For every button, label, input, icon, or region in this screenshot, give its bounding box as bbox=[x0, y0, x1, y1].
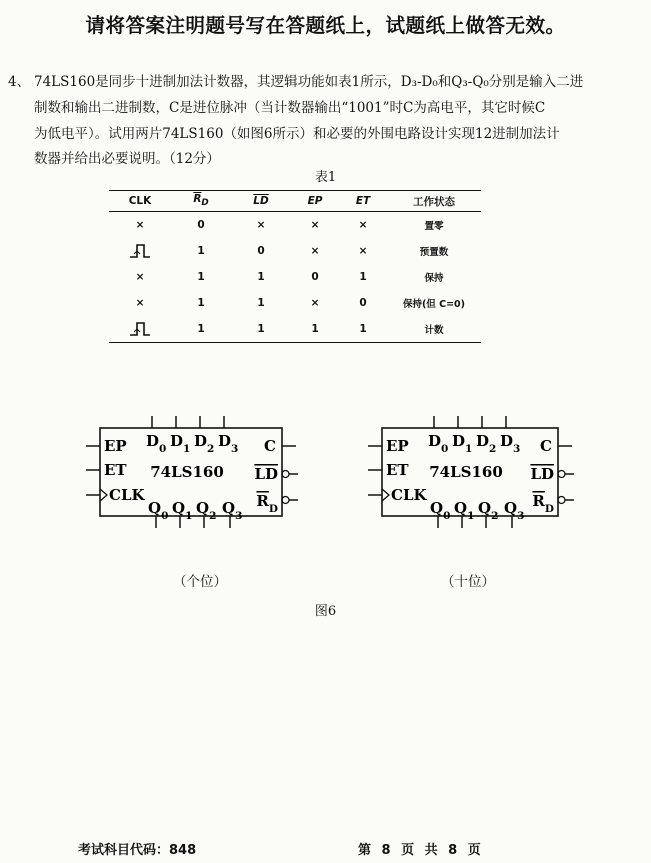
label-d1: $D_1$ bbox=[452, 432, 473, 455]
caption-tens: （十位） bbox=[441, 574, 495, 590]
figure-6-chips bbox=[0, 400, 651, 550]
table-row bbox=[109, 316, 481, 343]
truth-table bbox=[109, 190, 481, 343]
cell-rd: 1 bbox=[197, 297, 205, 309]
cell-ep: 0 bbox=[311, 271, 319, 283]
rising-pulse-icon bbox=[129, 321, 151, 337]
label-d0: $D_0$ bbox=[146, 432, 167, 455]
cell-et: × bbox=[358, 219, 368, 231]
cell-clk: × bbox=[135, 297, 145, 309]
cell-rd: 1 bbox=[197, 245, 205, 257]
table-row bbox=[109, 238, 481, 264]
label-q1: $Q_1$ bbox=[172, 499, 193, 522]
label-ld: LD bbox=[530, 465, 554, 483]
ld-inversion-bubble bbox=[558, 471, 565, 478]
cell-clk bbox=[109, 316, 171, 343]
page-number: 第 8 页 共 8 页 bbox=[358, 843, 481, 858]
cell-state: 置零 bbox=[424, 221, 444, 232]
label-d0: $D_0$ bbox=[428, 432, 449, 455]
label-c: C bbox=[540, 437, 552, 455]
clock-edge-icon bbox=[100, 489, 107, 501]
cell-et: 1 bbox=[359, 271, 367, 283]
exam-instruction-header: 请将答案注明题号写在答题纸上，试题纸上做答无效。 bbox=[85, 14, 566, 37]
cell-et: × bbox=[358, 245, 368, 257]
cell-state: 保持 bbox=[424, 273, 444, 284]
cell-et: 1 bbox=[339, 316, 387, 343]
table-caption: 表1 bbox=[314, 170, 337, 185]
rd-inversion-bubble bbox=[282, 497, 289, 504]
rd-inversion-bubble bbox=[558, 497, 565, 504]
header-et: ET bbox=[339, 191, 387, 212]
header-ld: $\overline{LD}$ bbox=[231, 191, 291, 212]
label-ep: EP bbox=[104, 437, 127, 455]
cell-ep: × bbox=[310, 297, 320, 309]
cell-ld: × bbox=[256, 219, 266, 231]
label-d3: $D_3$ bbox=[500, 432, 521, 455]
ld-inversion-bubble bbox=[282, 471, 289, 478]
rising-pulse-icon bbox=[129, 243, 151, 259]
cell-clk bbox=[109, 238, 171, 264]
cell-rd: 1 bbox=[197, 271, 205, 283]
label-ep: EP bbox=[386, 437, 409, 455]
cell-ep: × bbox=[310, 245, 320, 257]
question-line-4: 数器并给出必要说明。（12分） bbox=[34, 151, 220, 167]
label-et: ET bbox=[104, 461, 127, 479]
label-rd: $R_D$ bbox=[532, 492, 554, 515]
chip-name: 74LS160 bbox=[150, 463, 224, 481]
label-q0: $Q_0$ bbox=[430, 499, 451, 522]
label-q2: $Q_2$ bbox=[478, 499, 499, 522]
label-ld: LD bbox=[254, 465, 278, 483]
question-number: 4、 bbox=[8, 74, 31, 90]
cell-ep: 1 bbox=[291, 316, 339, 343]
clock-edge-icon bbox=[382, 489, 389, 501]
label-d3: $D_3$ bbox=[218, 432, 239, 455]
cell-state: 保持(但 C=0) bbox=[402, 299, 466, 310]
table-header-row bbox=[109, 191, 481, 212]
cell-et: 0 bbox=[359, 297, 367, 309]
label-d1: $D_1$ bbox=[170, 432, 191, 455]
table-row bbox=[109, 212, 481, 239]
cell-clk: × bbox=[135, 271, 145, 283]
caption-units: （个位） bbox=[173, 574, 227, 590]
cell-clk: × bbox=[135, 219, 145, 231]
chip-74ls160-tens bbox=[368, 416, 574, 528]
label-q0: $Q_0$ bbox=[148, 499, 169, 522]
chip-name: 74LS160 bbox=[429, 463, 503, 481]
cell-ld: 1 bbox=[257, 297, 265, 309]
cell-state: 计数 bbox=[387, 316, 481, 343]
header-state: 工作状态 bbox=[387, 191, 481, 212]
label-et: ET bbox=[386, 461, 409, 479]
table-row bbox=[109, 290, 481, 316]
label-q3: $Q_3$ bbox=[222, 499, 243, 522]
label-clk: CLK bbox=[109, 486, 145, 504]
cell-ld: 0 bbox=[257, 245, 265, 257]
label-q3: $Q_3$ bbox=[504, 499, 525, 522]
exam-code: 考试科目代码：848 bbox=[78, 843, 197, 858]
chip-74ls160-units bbox=[86, 416, 298, 528]
question-line-2: 制数和输出二进制数，C是进位脉冲（当计数器输出“1001”时C为高电平，其它时候C bbox=[34, 100, 546, 116]
figure-caption: 图6 bbox=[314, 604, 337, 619]
question-line-3: 为低电平）。试用两片74LS160（如图6所示）和必要的外围电路设计实现12进制加法计 bbox=[34, 126, 560, 142]
table-row bbox=[109, 264, 481, 290]
cell-rd: 1 bbox=[171, 316, 231, 343]
cell-state: 预置数 bbox=[419, 247, 449, 258]
header-ep: EP bbox=[291, 191, 339, 212]
label-clk: CLK bbox=[391, 486, 427, 504]
cell-ep: × bbox=[310, 219, 320, 231]
question-line-1: 74LS160是同步十进制加法计数器，其逻辑功能如表1所示，D₃-D₀和Q₃-Q₀分别是输入二进 bbox=[34, 74, 584, 90]
label-d2: $D_2$ bbox=[476, 432, 497, 455]
label-d2: $D_2$ bbox=[194, 432, 215, 455]
label-q1: $Q_1$ bbox=[454, 499, 475, 522]
label-rd: $R_D$ bbox=[256, 492, 278, 515]
label-q2: $Q_2$ bbox=[196, 499, 217, 522]
cell-ld: 1 bbox=[231, 316, 291, 343]
header-clk: CLK bbox=[109, 191, 171, 212]
cell-rd: 0 bbox=[197, 219, 205, 231]
header-rd: $\overline{R}_D$ bbox=[171, 191, 231, 212]
cell-ld: 1 bbox=[257, 271, 265, 283]
label-c: C bbox=[264, 437, 276, 455]
